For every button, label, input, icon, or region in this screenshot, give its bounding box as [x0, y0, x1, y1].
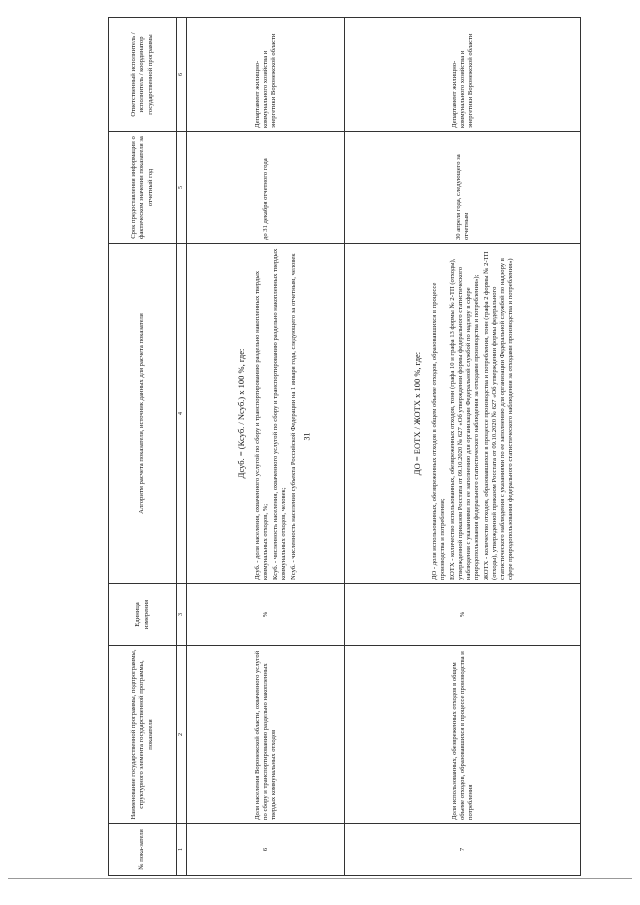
header-num: № пока-зателя [109, 824, 177, 876]
header-unit: Единица измерения [109, 584, 177, 646]
row-number: 6 [187, 824, 345, 876]
definition-line: ДО - доля использованных, обезвреженных отходов в общем объеме отходов, образовавшихся в процессе производства и потребления; [430, 282, 446, 580]
responsible: Департамент жилищно-коммунального хозяйства и энергетики Воронежской области [345, 18, 581, 132]
header-responsible: Ответственный исполнитель / исполнитель / координатор государственной программы [109, 18, 177, 132]
indicator-table [108, 17, 581, 876]
definition-line: ЕОТХ - количество использованных, обезвреженных отходов, тонн (графа 10 и графа 13 формы № 2-ТП (отходы), утвержденной приказом Росстата от 09.10.2020 № 627 «Об утверждении формы федерального статистического наблюдения с указаниями по ее заполнению для организации Федеральной службой по надзору в сфере природопользования федерального статистического наблюдения за отходами производства и потребления»); [448, 258, 480, 580]
responsible: Департамент жилищно-коммунального хозяйства и энергетики Воронежской области [187, 18, 345, 132]
table-row [345, 18, 581, 876]
deadline: 30 апреля года, следующего за отчетным [345, 132, 581, 244]
header-name: Наименование государственной программы, подпрограммы, структурного элемента государственной программы, показателя [109, 646, 177, 824]
col-number: 5 [177, 132, 187, 244]
definition-line: Дсуб. - доля населения, охваченного услугой по сбору и транспортированию раздельно накопленных твердых коммунальных отходов, %; [253, 270, 269, 580]
page-bottom-rule [8, 878, 632, 879]
formula: ДО = ЕОТХ / ЖОТХ x 100 %, где: [412, 351, 423, 476]
algorithm [187, 244, 345, 584]
header-deadline: Срок предоставления информации о фактическом значении показателя за отчетный год [109, 132, 177, 244]
col-number: 6 [177, 18, 187, 132]
table-row [187, 18, 345, 876]
header-algorithm: Алгоритм расчета показателя, источник данных для расчета показателя [109, 244, 177, 584]
algorithm [345, 244, 581, 584]
rotated-table-page [108, 18, 581, 876]
row-number: 7 [345, 824, 581, 876]
page-number: 31 [302, 432, 312, 441]
unit: % [187, 584, 345, 646]
definition-line: Nсуб. - численность населения субъекта Российской Федерации на 1 января года, следующего за отчетным, человек [290, 253, 298, 580]
col-number: 2 [177, 646, 187, 824]
col-number: 3 [177, 584, 187, 646]
unit: % [345, 584, 581, 646]
indicator-name: Доля использованных, обезвреженных отходов в общем объеме отходов, образовавшихся в процессе производства и потребления [345, 646, 581, 824]
deadline: до 31 декабря отчетного года [187, 132, 345, 244]
definition-line: Ксуб. - численность населения, охваченного услугой по сбору и транспортированию раздельно накопленных твердых коммунальных отходов, человек; [271, 248, 287, 580]
col-number: 1 [177, 824, 187, 876]
column-number-row [177, 18, 187, 876]
header-row [109, 18, 177, 876]
indicator-name: Доля населения Воронежской области, охваченного услугой по сбору и транспортированию раздельно накопленных твердых коммунальных отходов [187, 646, 345, 824]
definition-line: ЖОТХ - количество отходов, образовавшихся в процессе производства и потребления, тонн (графа 2 формы № 2-ТП (отходы), утвержденной приказом Росстата от 09.10.2020 № 627 «Об утверждении формы федерального статистического наблюдения с указаниями по ее заполнению для организации Федеральной службой по надзору в сфере природопользования федерального статистического наблюдения за отходами производства и потребления») [482, 251, 514, 580]
col-number: 4 [177, 244, 187, 584]
formula: Дсуб. = (Ксуб. / Nсуб.) x 100 %, где: [235, 348, 246, 479]
